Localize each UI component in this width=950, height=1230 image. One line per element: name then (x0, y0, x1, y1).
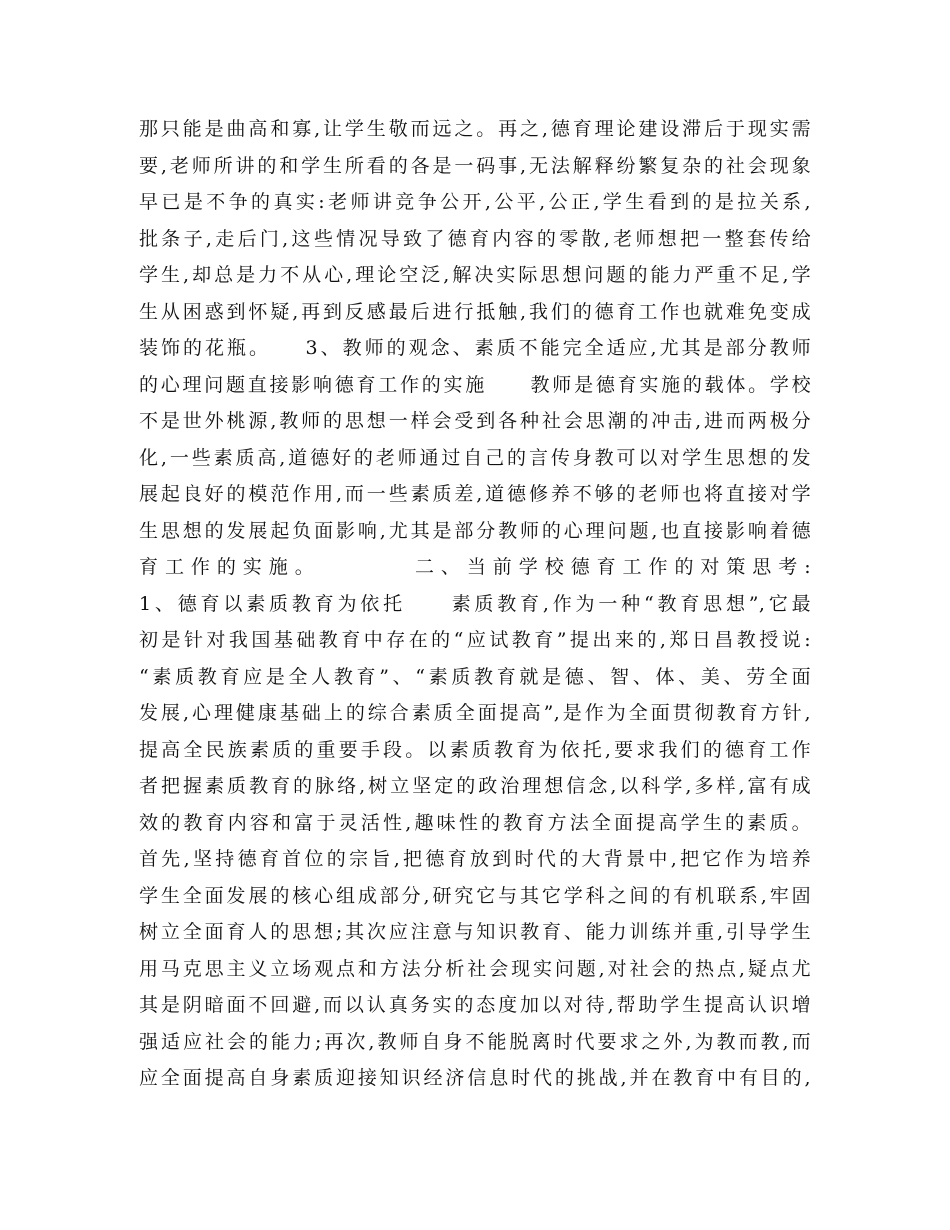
text-line: 初是针对我国基础教育中存在的“应试教育”提出来的,郑日昌教授说: (139, 629, 811, 651)
section-heading-line: 育工作的实施。 二、当前学校德育工作的对策思考: (139, 556, 811, 578)
text-line: 展起良好的模范作用,而一些素质差,道德修养不够的老师也将直接对学 (139, 483, 811, 505)
text-line: 强适应社会的能力;再次,教师自身不能脱离时代要求之外,为教而教,而 (139, 1030, 811, 1053)
text-line: 学生全面发展的核心组成部分,研究它与其它学科之间的有机联系,牢固 (139, 884, 811, 907)
text-line: 装饰的花瓶。 3、教师的观念、素质不能完全适应,尤其是部分教师 (139, 337, 811, 359)
text-line: 那只能是曲高和寡,让学生敬而远之。再之,德育理论建设滞后于现实需 (139, 118, 811, 140)
text-line: 批条子,走后门,这些情况导致了德育内容的零散,老师想把一整套传给 (139, 227, 811, 250)
body-text (139, 111, 811, 1097)
text-line: 效的教育内容和富于灵活性,趣味性的教育方法全面提高学生的素质。 (139, 811, 811, 834)
text-line: 树立全面育人的思想;其次应注意与知识教育、能力训练并重,引导学生 (139, 921, 811, 943)
text-line: 早已是不争的真实:老师讲竞争公开,公平,公正,学生看到的是拉关系, (139, 191, 811, 213)
text-line: 发展,心理健康基础上的综合素质全面提高”,是作为全面贯彻教育方针, (139, 702, 811, 724)
text-line: 应全面提高自身素质迎接知识经济信息时代的挑战,并在教育中有目的, (139, 1067, 811, 1089)
text-line: 者把握素质教育的脉络,树立坚定的政治理想信念,以科学,多样,富有成 (139, 775, 811, 797)
text-line: 用马克思主义立场观点和方法分析社会现实问题,对社会的热点,疑点尤 (139, 957, 811, 980)
text-line: 要,老师所讲的和学生所看的各是一码事,无法解释纷繁复杂的社会现象 (139, 154, 811, 177)
text-line: 生从困惑到怀疑,再到反感最后进行抵触,我们的德育工作也就难免变成 (139, 300, 811, 323)
text-line: 的心理问题直接影响德育工作的实施 教师是德育实施的载体。学校 (139, 373, 811, 396)
text-line: “素质教育应是全人教育”、“素质教育就是德、智、体、美、劳全面 (139, 665, 811, 688)
text-line: 化,一些素质高,道德好的老师通过自己的言传身教可以对学生思想的发 (139, 446, 811, 469)
text-line: 生思想的发展起负面影响,尤其是部分教师的心理问题,也直接影响着德 (139, 519, 811, 542)
text-line: 其是阴暗面不回避,而以认真务实的态度加以对待,帮助学生提高认识增 (139, 994, 811, 1016)
text-line: 首先,坚持德育首位的宗旨,把德育放到时代的大背景中,把它作为培养 (139, 848, 811, 870)
text-line: 提高全民族素质的重要手段。以素质教育为依托,要求我们的德育工作 (139, 738, 811, 761)
text-line: 学生,却总是力不从心,理论空泛,解决实际思想问题的能力严重不足,学 (139, 264, 811, 286)
text-line: 不是世外桃源,教师的思想一样会受到各种社会思潮的冲击,进而两极分 (139, 410, 811, 432)
text-line: 1、德育以素质教育为依托 素质教育,作为一种“教育思想”,它最 (139, 592, 811, 615)
